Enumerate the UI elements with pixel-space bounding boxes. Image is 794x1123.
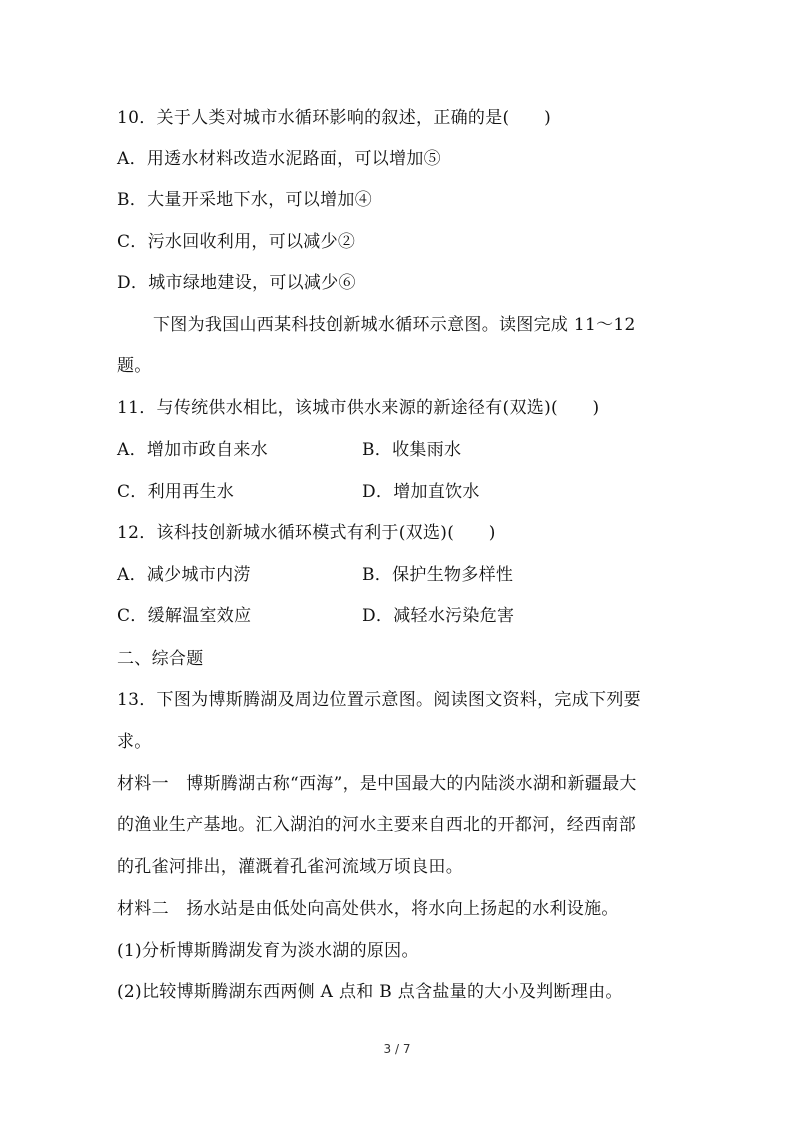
q11-option-a: A．增加市政自来水: [117, 440, 268, 460]
q10-option-a: A．用透水材料改造水泥路面，可以增加⑤: [117, 149, 441, 169]
q10-option-d: D．城市绿地建设，可以减少⑥: [117, 273, 356, 293]
q13-stem-2: 求。: [117, 732, 152, 752]
q10-option-c: C．污水回收利用，可以减少②: [117, 232, 356, 252]
q12-option-b: B．保护生物多样性: [362, 565, 514, 585]
q11-option-c: C．利用再生水: [117, 482, 235, 502]
q13-part2: (2)比较博斯腾湖东西两侧 A 点和 B 点含盐量的大小及判断理由。: [117, 982, 623, 1002]
page-number: 3 / 7: [383, 1042, 411, 1056]
q13-material1-line2: 的渔业生产基地。汇入湖泊的河水主要来自西北的开都河，经西南部: [117, 815, 636, 835]
q13-material1-line3: 的孔雀河排出，灌溉着孔雀河流域万顷良田。: [117, 857, 463, 877]
q12-option-a: A．减少城市内涝: [117, 565, 251, 585]
q13-part1: (1)分析博斯腾湖发育为淡水湖的原因。: [117, 941, 419, 961]
section-heading: 二、综合题: [117, 649, 204, 669]
q11-stem: 11．与传统供水相比，该城市供水来源的新途径有(双选)( ): [117, 398, 600, 418]
q11-option-d: D．增加直饮水: [362, 482, 480, 502]
q12-option-c: C．缓解温室效应: [117, 606, 252, 626]
q12-stem: 12．该科技创新城水循环模式有利于(双选)( ): [117, 523, 496, 543]
q13-material2: 材料二 扬水站是由低处向高处供水，将水向上扬起的水利设施。: [117, 899, 619, 919]
intro-line-1: 下图为我国山西某科技创新城水循环示意图。读图完成 11～12: [153, 315, 636, 335]
q13-material1-line1: 材料一 博斯腾湖古称“西海”，是中国最大的内陆淡水湖和新疆最大: [117, 774, 637, 794]
q10-stem: 10．关于人类对城市水循环影响的叙述，正确的是( ): [117, 108, 551, 128]
q10-option-b: B．大量开采地下水，可以增加④: [117, 190, 372, 210]
q12-option-d: D．减轻水污染危害: [362, 606, 515, 626]
q11-option-b: B．收集雨水: [362, 440, 462, 460]
intro-line-2: 题。: [117, 356, 152, 376]
q13-stem-1: 13．下图为博斯腾湖及周边位置示意图。阅读图文资料，完成下列要: [117, 690, 641, 710]
